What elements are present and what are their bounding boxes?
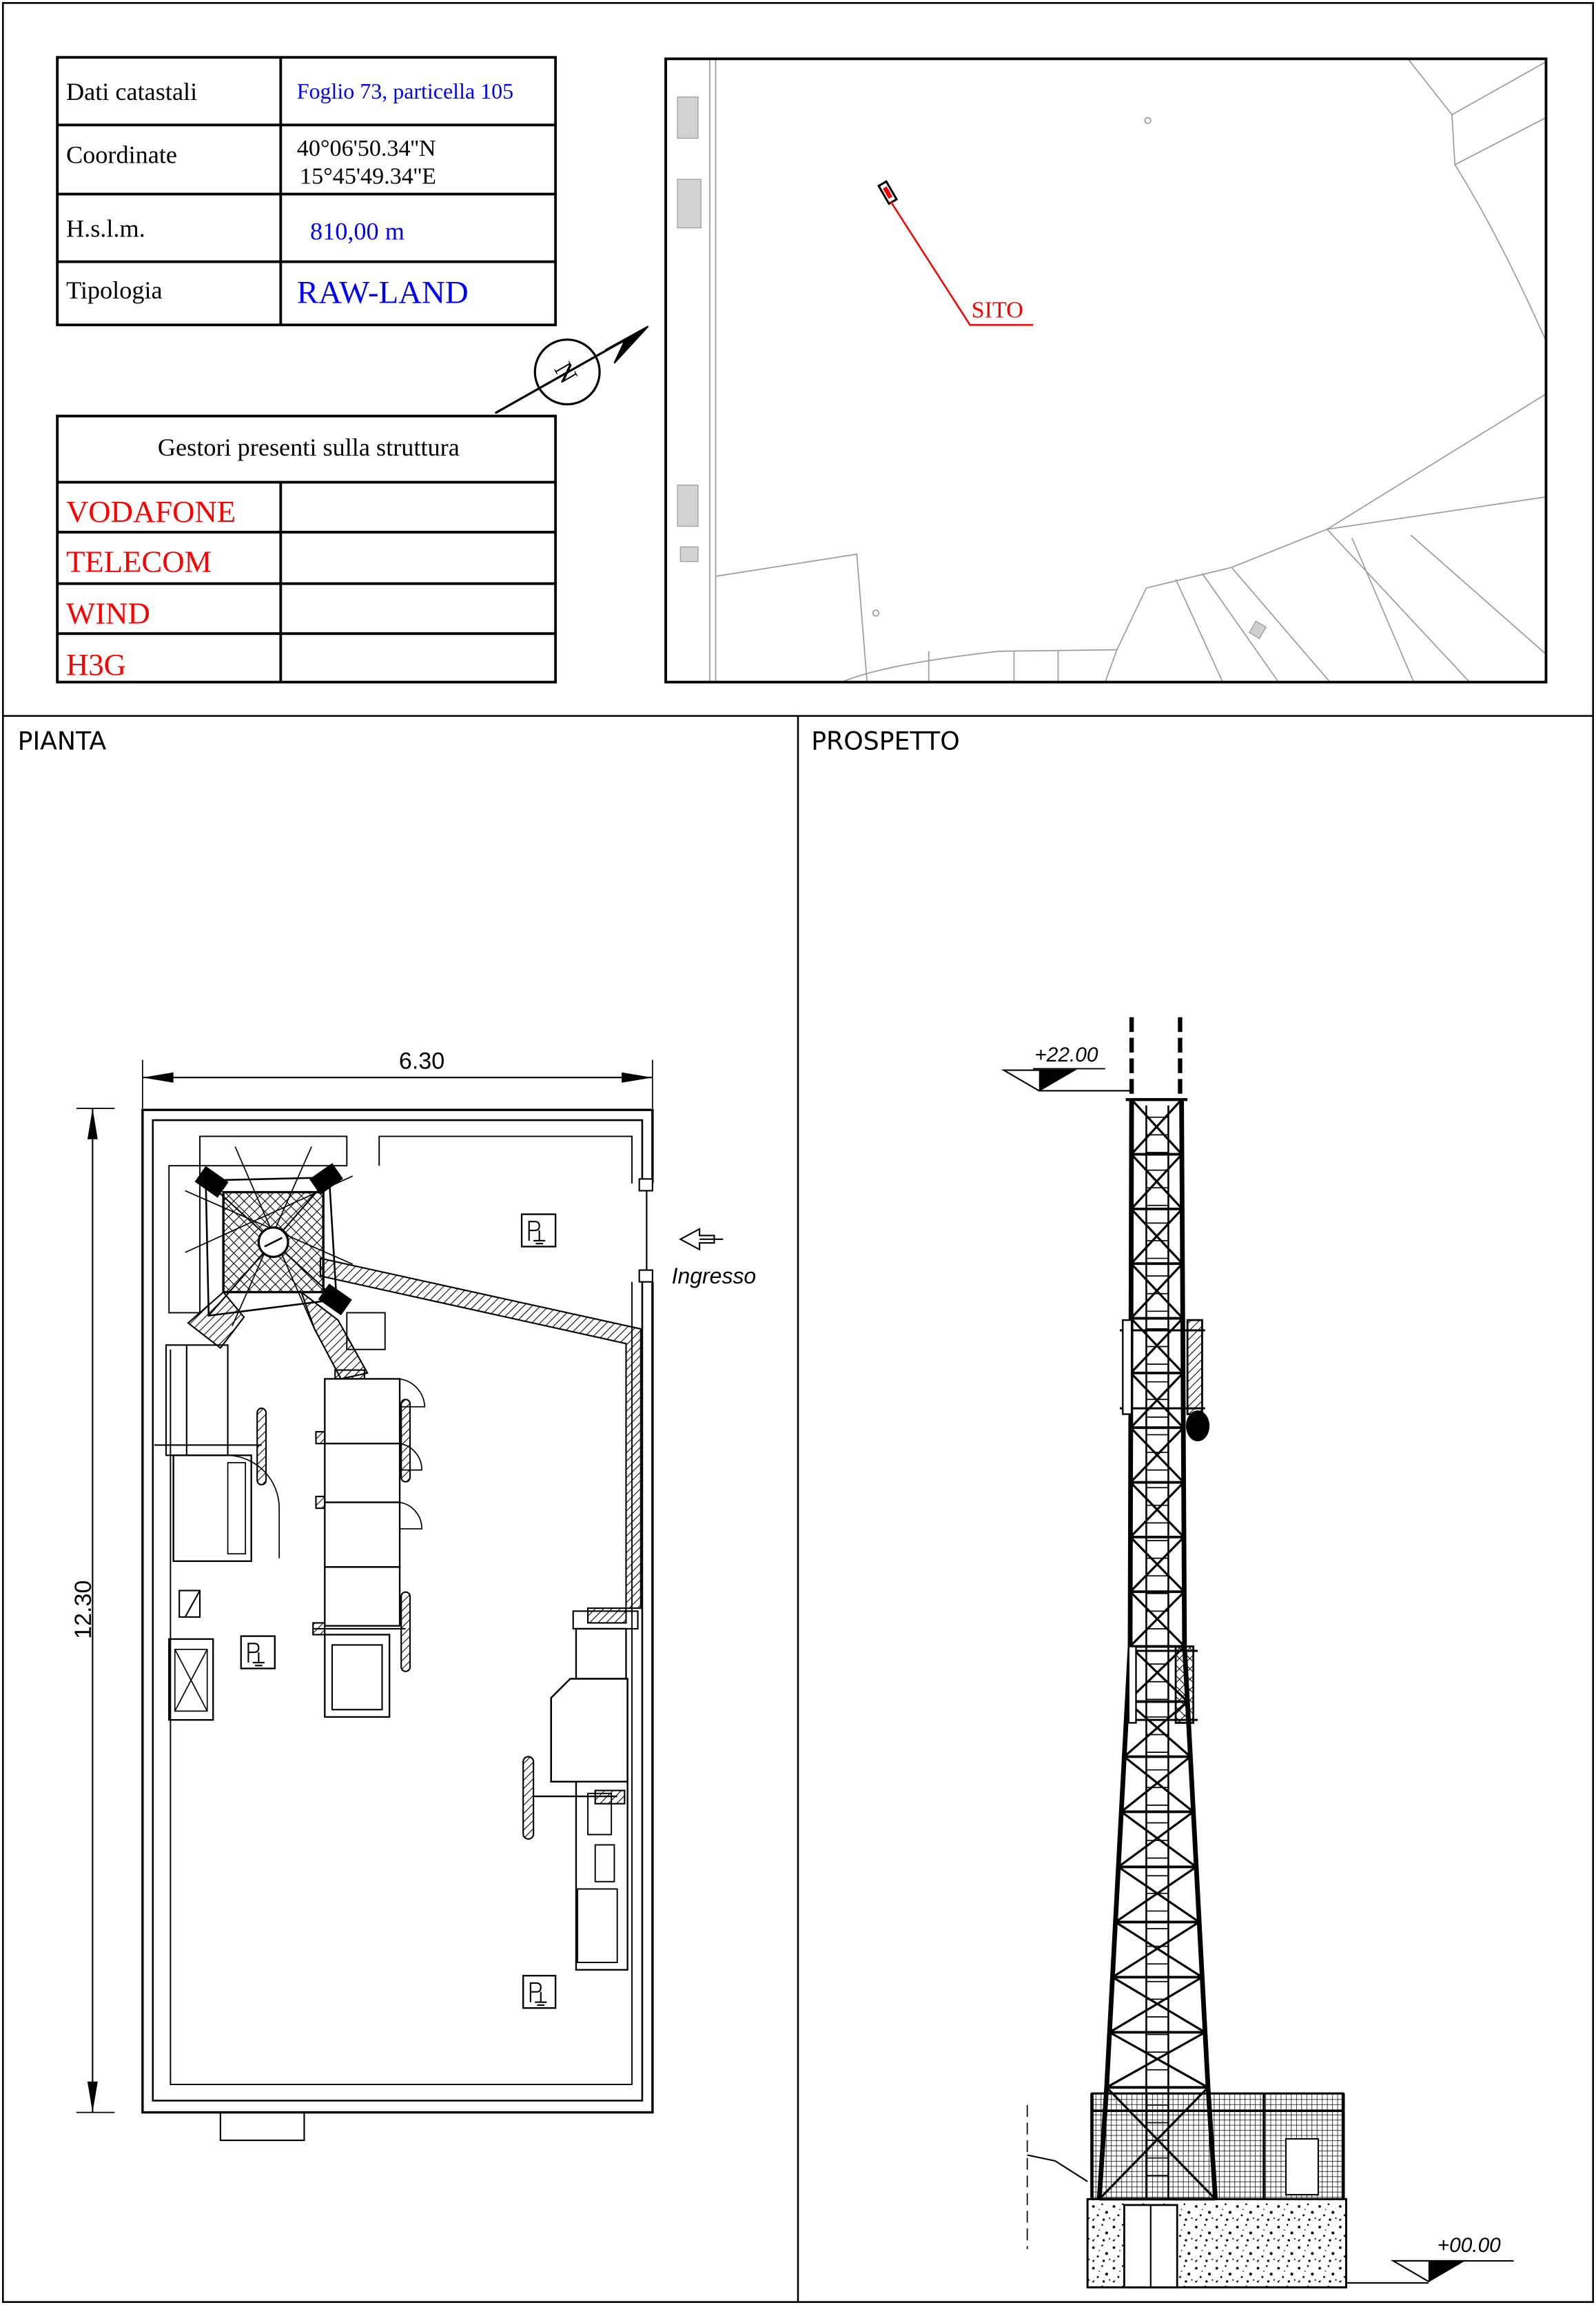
- antenna-symbol: [401, 1399, 410, 1481]
- entrance-label: Ingresso: [671, 1263, 757, 1288]
- antenna-symbol: [523, 1756, 533, 1838]
- map-building: [677, 179, 701, 227]
- equipment-cabinet: [325, 1379, 400, 1443]
- equipment-cabinet: [325, 1443, 400, 1502]
- cabinet-plinth: [335, 1370, 365, 1379]
- antenna-symbol: [401, 1592, 410, 1672]
- equipment-shelter: [551, 1678, 628, 1781]
- battery-rack: [576, 1782, 628, 1970]
- dish-antenna: [1187, 1411, 1209, 1441]
- operator-telecom: TELECOM: [65, 544, 212, 579]
- typology-value: RAW-LAND: [296, 274, 469, 311]
- length-dimension-label: 12.30: [70, 1580, 97, 1639]
- operators-table-title: Gestori presenti sulla struttura: [157, 434, 460, 462]
- cabinet-fixing: [316, 1432, 325, 1443]
- electrical-cabinet: [174, 1455, 252, 1561]
- antenna-symbol: [257, 1408, 266, 1485]
- site-label: SITO: [971, 297, 1023, 323]
- typology-label: Tipologia: [65, 276, 163, 304]
- earthing-point-icon: [522, 1215, 555, 1247]
- ground-level-label: +00.00: [1437, 2234, 1501, 2257]
- map-building: [677, 97, 698, 139]
- cadastral-value: Foglio 73, particella 105: [296, 79, 514, 103]
- cabinet-fixing: [313, 1623, 325, 1634]
- plan-title: PIANTA: [17, 726, 107, 756]
- operator-wind: WIND: [65, 596, 150, 631]
- gate-post: [640, 1179, 653, 1190]
- map-building: [677, 485, 698, 527]
- altitude-label: H.s.l.m.: [65, 214, 145, 243]
- panel-antenna: [1176, 1647, 1194, 1723]
- cadastral-label: Dati catastali: [65, 78, 198, 106]
- width-dimension-label: 6.30: [398, 1048, 445, 1075]
- cabinet-fixing: [316, 1496, 325, 1508]
- earthing-point-icon: [523, 1976, 555, 2008]
- longitude-value: 15°45'49.34''E: [300, 163, 436, 190]
- panel-antenna: [1129, 1647, 1136, 1723]
- north-label: N: [548, 357, 583, 389]
- elevation-title: PROSPETTO: [811, 726, 960, 756]
- latitude-value: 40°06'50.34''N: [296, 136, 436, 162]
- equipment-cabinet: [325, 1503, 400, 1567]
- gate-post: [640, 1270, 653, 1282]
- operator-vodafone: VODAFONE: [65, 494, 236, 529]
- top-level-label: +22.00: [1034, 1043, 1098, 1066]
- antenna-mount: [595, 1791, 625, 1804]
- map-building: [680, 547, 698, 561]
- equipment-module: [576, 1629, 626, 1679]
- panel-antenna: [1123, 1320, 1132, 1414]
- earthing-point-icon: [241, 1636, 275, 1669]
- equipment-cabinet: [325, 1567, 400, 1625]
- coordinates-label: Coordinate: [65, 141, 178, 169]
- panel-antenna: [1187, 1320, 1202, 1414]
- altitude-value: 810,00 m: [309, 217, 405, 245]
- operator-h3g: H3G: [65, 647, 127, 682]
- fence-cabinet: [1286, 2139, 1318, 2195]
